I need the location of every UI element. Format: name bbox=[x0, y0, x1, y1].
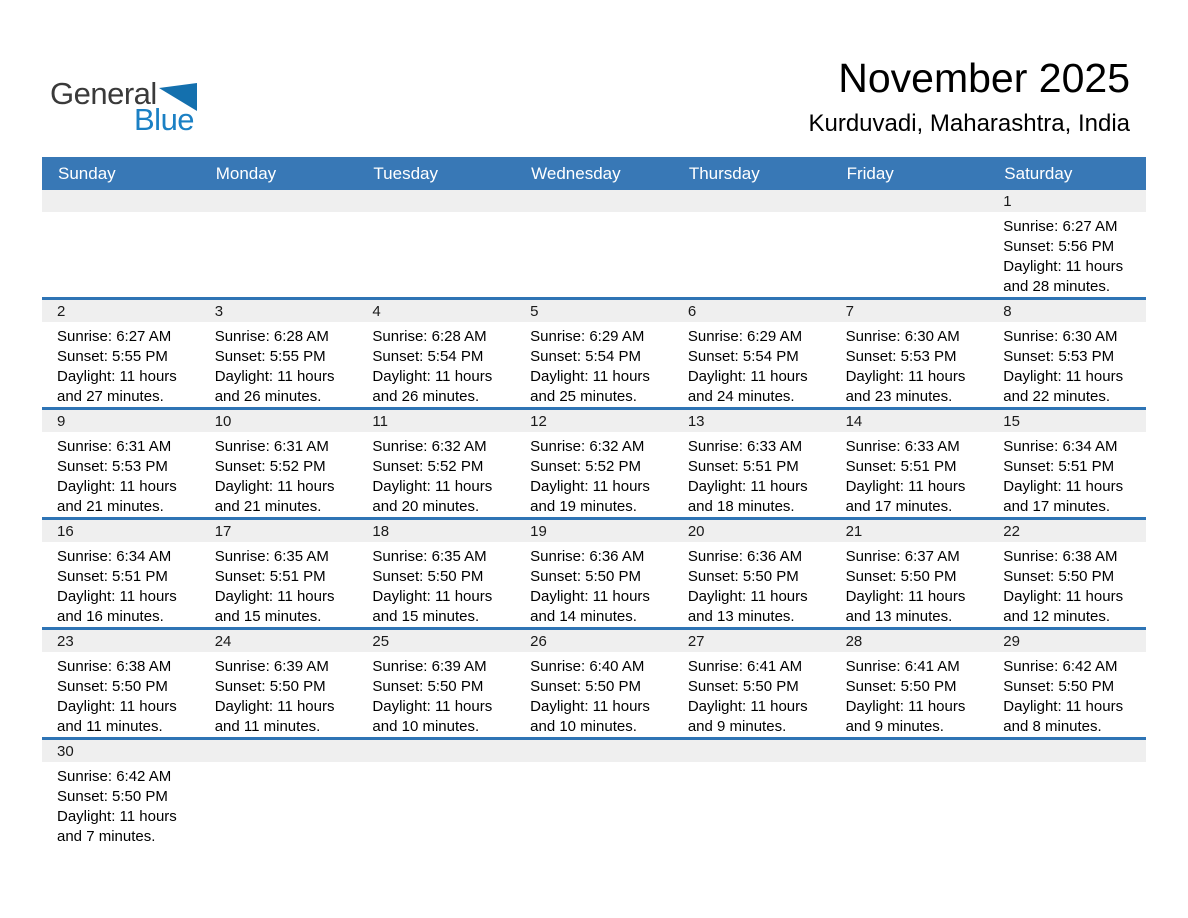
daylight-line: Daylight: 11 hours bbox=[214, 368, 335, 385]
day-number: 11 bbox=[357, 410, 515, 432]
empty-day-cell bbox=[831, 740, 989, 847]
sunset-line: Sunset: 5:50 PM bbox=[687, 678, 799, 695]
day-number: 29 bbox=[988, 630, 1146, 652]
weekday-label: Tuesday bbox=[373, 163, 438, 183]
day-cell bbox=[42, 300, 200, 407]
day-cell bbox=[357, 520, 515, 627]
day-cell bbox=[988, 190, 1146, 297]
daylight-continuation-line: and 26 minutes. bbox=[214, 388, 322, 405]
sunrise-line: Sunrise: 6:28 AM bbox=[372, 328, 487, 345]
day-number bbox=[673, 740, 831, 762]
day-number: 15 bbox=[988, 410, 1146, 432]
day-cell bbox=[831, 410, 989, 517]
day-cell bbox=[42, 410, 200, 517]
day-details bbox=[515, 542, 673, 627]
day-details bbox=[831, 542, 989, 627]
daylight-line: Daylight: 11 hours bbox=[845, 588, 966, 605]
sunrise-line: Sunrise: 6:31 AM bbox=[57, 438, 172, 455]
sunrise-line: Sunrise: 6:28 AM bbox=[214, 328, 329, 345]
day-number: 17 bbox=[200, 520, 358, 542]
day-number: 23 bbox=[42, 630, 200, 652]
day-details bbox=[200, 212, 358, 296]
sunrise-line: Sunrise: 6:35 AM bbox=[214, 548, 329, 565]
daylight-line: Daylight: 11 hours bbox=[687, 588, 808, 605]
calendar-table bbox=[42, 157, 1146, 847]
day-details bbox=[357, 212, 515, 296]
daylight-line: Daylight: 11 hours bbox=[1003, 368, 1124, 385]
sunrise-line: Sunrise: 6:30 AM bbox=[1003, 328, 1118, 345]
sunset-line: Sunset: 5:53 PM bbox=[1003, 348, 1115, 365]
day-details bbox=[357, 652, 515, 737]
day-details bbox=[515, 212, 673, 296]
day-details bbox=[357, 542, 515, 627]
day-details bbox=[200, 652, 358, 737]
day-details bbox=[831, 652, 989, 737]
day-number: 4 bbox=[357, 300, 515, 322]
daylight-line: Daylight: 11 hours bbox=[57, 808, 177, 825]
day-details bbox=[200, 322, 358, 407]
sunrise-line: Sunrise: 6:33 AM bbox=[687, 438, 803, 455]
weekday-label: Wednesday bbox=[531, 163, 621, 183]
daylight-line: Daylight: 11 hours bbox=[214, 588, 335, 605]
day-number: 26 bbox=[515, 630, 673, 652]
day-details bbox=[988, 762, 1146, 846]
day-cell bbox=[200, 300, 358, 407]
day-cell bbox=[515, 300, 673, 407]
day-number: 10 bbox=[200, 410, 358, 432]
day-cell bbox=[831, 520, 989, 627]
day-number: 27 bbox=[673, 630, 831, 652]
day-details bbox=[357, 762, 515, 846]
sunrise-line: Sunrise: 6:40 AM bbox=[530, 658, 645, 675]
day-number bbox=[515, 740, 673, 762]
sunrise-line: Sunrise: 6:35 AM bbox=[372, 548, 487, 565]
sunrise-line: Sunrise: 6:39 AM bbox=[214, 658, 329, 675]
daylight-line: Daylight: 11 hours bbox=[57, 698, 177, 715]
daylight-line: Daylight: 11 hours bbox=[57, 588, 177, 605]
empty-day-cell bbox=[42, 190, 200, 297]
day-number: 16 bbox=[42, 520, 200, 542]
day-number: 30 bbox=[42, 740, 200, 762]
daylight-continuation-line: and 15 minutes. bbox=[214, 608, 322, 625]
day-cell bbox=[200, 630, 358, 737]
daylight-continuation-line: and 11 minutes. bbox=[214, 718, 321, 735]
sunset-line: Sunset: 5:53 PM bbox=[57, 458, 168, 475]
daylight-line: Daylight: 11 hours bbox=[530, 588, 650, 605]
day-details bbox=[988, 542, 1146, 627]
sunrise-line: Sunrise: 6:36 AM bbox=[687, 548, 803, 565]
day-details bbox=[673, 432, 831, 517]
week-row bbox=[42, 630, 1146, 740]
daylight-line: Daylight: 11 hours bbox=[845, 478, 966, 495]
daylight-line: Daylight: 11 hours bbox=[1003, 698, 1124, 715]
empty-day-cell bbox=[357, 190, 515, 297]
day-number: 18 bbox=[357, 520, 515, 542]
sunset-line: Sunset: 5:55 PM bbox=[57, 348, 168, 365]
day-cell bbox=[42, 740, 200, 847]
sunrise-line: Sunrise: 6:42 AM bbox=[1003, 658, 1118, 675]
daylight-continuation-line: and 15 minutes. bbox=[372, 608, 480, 625]
day-details bbox=[515, 432, 673, 517]
daylight-line: Daylight: 11 hours bbox=[687, 478, 808, 495]
sunset-line: Sunset: 5:52 PM bbox=[372, 458, 484, 475]
day-cell bbox=[357, 630, 515, 737]
day-number bbox=[357, 190, 515, 212]
day-details bbox=[831, 762, 989, 846]
daylight-continuation-line: and 26 minutes. bbox=[372, 388, 480, 405]
sunset-line: Sunset: 5:54 PM bbox=[372, 348, 484, 365]
empty-day-cell bbox=[200, 740, 358, 847]
daylight-continuation-line: and 9 minutes. bbox=[845, 718, 944, 735]
daylight-line: Daylight: 11 hours bbox=[530, 368, 650, 385]
sunrise-line: Sunrise: 6:41 AM bbox=[687, 658, 803, 675]
daylight-line: Daylight: 11 hours bbox=[530, 698, 650, 715]
daylight-continuation-line: and 21 minutes. bbox=[57, 498, 164, 515]
daylight-continuation-line: and 27 minutes. bbox=[57, 388, 164, 405]
day-number bbox=[988, 740, 1146, 762]
day-details bbox=[42, 212, 200, 296]
daylight-continuation-line: and 17 minutes. bbox=[845, 498, 953, 515]
day-number: 19 bbox=[515, 520, 673, 542]
daylight-continuation-line: and 14 minutes. bbox=[530, 608, 637, 625]
daylight-continuation-line: and 21 minutes. bbox=[214, 498, 322, 515]
day-details bbox=[357, 322, 515, 407]
week-row bbox=[42, 410, 1146, 520]
day-details bbox=[357, 432, 515, 517]
day-number: 6 bbox=[673, 300, 831, 322]
sunset-line: Sunset: 5:50 PM bbox=[1003, 678, 1115, 695]
sunrise-line: Sunrise: 6:27 AM bbox=[57, 328, 172, 345]
day-number: 21 bbox=[831, 520, 989, 542]
empty-day-cell bbox=[988, 740, 1146, 847]
daylight-line: Daylight: 11 hours bbox=[57, 368, 177, 385]
daylight-continuation-line: and 10 minutes. bbox=[372, 718, 480, 735]
sunset-line: Sunset: 5:54 PM bbox=[530, 348, 642, 365]
day-number bbox=[200, 190, 358, 212]
weekday-label: Sunday bbox=[58, 163, 116, 183]
day-details bbox=[515, 762, 673, 846]
day-details bbox=[515, 652, 673, 737]
day-details bbox=[200, 432, 358, 517]
daylight-continuation-line: and 7 minutes. bbox=[57, 828, 156, 845]
sunset-line: Sunset: 5:51 PM bbox=[845, 458, 957, 475]
sunrise-line: Sunrise: 6:32 AM bbox=[372, 438, 487, 455]
sunset-line: Sunset: 5:51 PM bbox=[57, 568, 168, 585]
sunrise-line: Sunrise: 6:29 AM bbox=[687, 328, 803, 345]
week-row bbox=[42, 300, 1146, 410]
week-row bbox=[42, 740, 1146, 847]
day-number: 7 bbox=[831, 300, 989, 322]
daylight-continuation-line: and 12 minutes. bbox=[1003, 608, 1111, 625]
day-cell bbox=[673, 410, 831, 517]
sunset-line: Sunset: 5:51 PM bbox=[687, 458, 799, 475]
day-details bbox=[515, 322, 673, 407]
day-cell bbox=[515, 410, 673, 517]
sunset-line: Sunset: 5:55 PM bbox=[214, 348, 326, 365]
day-cell bbox=[200, 520, 358, 627]
day-number: 13 bbox=[673, 410, 831, 432]
sunrise-line: Sunrise: 6:29 AM bbox=[530, 328, 645, 345]
weekday-label: Monday bbox=[215, 163, 277, 183]
daylight-continuation-line: and 13 minutes. bbox=[845, 608, 953, 625]
day-cell bbox=[515, 630, 673, 737]
day-details bbox=[42, 322, 200, 407]
sunset-line: Sunset: 5:51 PM bbox=[214, 568, 326, 585]
day-details bbox=[42, 762, 200, 847]
sunrise-line: Sunrise: 6:34 AM bbox=[1003, 438, 1118, 455]
day-cell bbox=[42, 630, 200, 737]
daylight-continuation-line: and 17 minutes. bbox=[1003, 498, 1111, 515]
daylight-line: Daylight: 11 hours bbox=[57, 478, 177, 495]
sunrise-line: Sunrise: 6:36 AM bbox=[530, 548, 645, 565]
day-number: 25 bbox=[357, 630, 515, 652]
day-cell bbox=[831, 630, 989, 737]
daylight-continuation-line: and 13 minutes. bbox=[687, 608, 795, 625]
daylight-continuation-line: and 18 minutes. bbox=[687, 498, 795, 515]
empty-day-cell bbox=[673, 740, 831, 847]
day-details bbox=[988, 212, 1146, 297]
day-number: 8 bbox=[988, 300, 1146, 322]
sunrise-line: Sunrise: 6:32 AM bbox=[530, 438, 645, 455]
day-details bbox=[673, 762, 831, 846]
daylight-continuation-line: and 28 minutes. bbox=[1003, 278, 1111, 295]
sunset-line: Sunset: 5:53 PM bbox=[845, 348, 957, 365]
sunset-line: Sunset: 5:50 PM bbox=[57, 678, 168, 695]
empty-day-cell bbox=[515, 190, 673, 297]
daylight-line: Daylight: 11 hours bbox=[687, 368, 808, 385]
daylight-continuation-line: and 23 minutes. bbox=[845, 388, 953, 405]
weekday-label: Saturday bbox=[1004, 163, 1073, 183]
day-details bbox=[831, 212, 989, 296]
calendar-weeks bbox=[42, 190, 1146, 847]
sunset-line: Sunset: 5:50 PM bbox=[372, 678, 484, 695]
sunrise-line: Sunrise: 6:38 AM bbox=[57, 658, 172, 675]
sunset-line: Sunset: 5:50 PM bbox=[57, 788, 168, 805]
daylight-line: Daylight: 11 hours bbox=[372, 368, 493, 385]
sunset-line: Sunset: 5:50 PM bbox=[845, 568, 957, 585]
sunset-line: Sunset: 5:50 PM bbox=[372, 568, 484, 585]
week-row bbox=[42, 190, 1146, 300]
sunrise-line: Sunrise: 6:38 AM bbox=[1003, 548, 1118, 565]
sunset-line: Sunset: 5:52 PM bbox=[530, 458, 642, 475]
day-cell bbox=[988, 300, 1146, 407]
general-blue-logo bbox=[50, 76, 270, 146]
daylight-continuation-line: and 25 minutes. bbox=[530, 388, 637, 405]
sunset-line: Sunset: 5:50 PM bbox=[687, 568, 799, 585]
sunrise-line: Sunrise: 6:31 AM bbox=[214, 438, 329, 455]
day-cell bbox=[988, 520, 1146, 627]
daylight-continuation-line: and 10 minutes. bbox=[530, 718, 637, 735]
weekday-header-row bbox=[42, 157, 1146, 190]
daylight-continuation-line: and 8 minutes. bbox=[1003, 718, 1102, 735]
day-details bbox=[988, 322, 1146, 407]
masthead bbox=[808, 56, 1130, 138]
daylight-line: Daylight: 11 hours bbox=[530, 478, 650, 495]
day-number bbox=[200, 740, 358, 762]
sunrise-line: Sunrise: 6:34 AM bbox=[57, 548, 172, 565]
location-subtitle: Kurduvadi, Maharashtra, India bbox=[808, 110, 1130, 138]
sunrise-line: Sunrise: 6:39 AM bbox=[372, 658, 487, 675]
sunset-line: Sunset: 5:50 PM bbox=[214, 678, 326, 695]
sunrise-line: Sunrise: 6:37 AM bbox=[845, 548, 960, 565]
day-details bbox=[673, 652, 831, 737]
day-number bbox=[515, 190, 673, 212]
day-details bbox=[988, 432, 1146, 517]
daylight-line: Daylight: 11 hours bbox=[214, 698, 335, 715]
daylight-continuation-line: and 19 minutes. bbox=[530, 498, 637, 515]
day-cell bbox=[988, 410, 1146, 517]
day-cell bbox=[515, 520, 673, 627]
daylight-line: Daylight: 11 hours bbox=[1003, 588, 1124, 605]
day-details bbox=[42, 432, 200, 517]
daylight-continuation-line: and 16 minutes. bbox=[57, 608, 164, 625]
daylight-continuation-line: and 9 minutes. bbox=[687, 718, 787, 735]
empty-day-cell bbox=[357, 740, 515, 847]
day-number: 22 bbox=[988, 520, 1146, 542]
empty-day-cell bbox=[200, 190, 358, 297]
daylight-line: Daylight: 11 hours bbox=[1003, 258, 1124, 275]
sunset-line: Sunset: 5:52 PM bbox=[214, 458, 326, 475]
day-details bbox=[200, 762, 358, 846]
day-cell bbox=[357, 410, 515, 517]
day-details bbox=[42, 652, 200, 737]
sunset-line: Sunset: 5:50 PM bbox=[530, 568, 642, 585]
sunset-line: Sunset: 5:51 PM bbox=[1003, 458, 1115, 475]
day-number: 9 bbox=[42, 410, 200, 432]
day-number: 5 bbox=[515, 300, 673, 322]
day-number: 1 bbox=[988, 190, 1146, 212]
day-number: 20 bbox=[673, 520, 831, 542]
day-number bbox=[673, 190, 831, 212]
weekday-label: Thursday bbox=[688, 163, 760, 183]
daylight-continuation-line: and 11 minutes. bbox=[57, 718, 163, 735]
month-title: November 2025 bbox=[838, 55, 1130, 101]
daylight-continuation-line: and 24 minutes. bbox=[687, 388, 795, 405]
day-number bbox=[831, 740, 989, 762]
day-number bbox=[42, 190, 200, 212]
daylight-continuation-line: and 20 minutes. bbox=[372, 498, 480, 515]
day-number: 2 bbox=[42, 300, 200, 322]
sunset-line: Sunset: 5:50 PM bbox=[1003, 568, 1115, 585]
sunset-line: Sunset: 5:56 PM bbox=[1003, 238, 1115, 255]
daylight-line: Daylight: 11 hours bbox=[372, 698, 493, 715]
day-number: 12 bbox=[515, 410, 673, 432]
day-details bbox=[988, 652, 1146, 737]
day-number bbox=[357, 740, 515, 762]
day-details bbox=[831, 322, 989, 407]
empty-day-cell bbox=[515, 740, 673, 847]
day-number bbox=[831, 190, 989, 212]
daylight-line: Daylight: 11 hours bbox=[845, 368, 966, 385]
daylight-line: Daylight: 11 hours bbox=[1003, 478, 1124, 495]
sunrise-line: Sunrise: 6:27 AM bbox=[1003, 218, 1118, 235]
week-row bbox=[42, 520, 1146, 630]
sunrise-line: Sunrise: 6:33 AM bbox=[845, 438, 960, 455]
sunset-line: Sunset: 5:54 PM bbox=[687, 348, 799, 365]
day-cell bbox=[673, 300, 831, 407]
day-cell bbox=[673, 520, 831, 627]
day-cell bbox=[42, 520, 200, 627]
day-details bbox=[831, 432, 989, 517]
sunrise-line: Sunrise: 6:41 AM bbox=[845, 658, 960, 675]
day-number: 28 bbox=[831, 630, 989, 652]
day-cell bbox=[200, 410, 358, 517]
empty-day-cell bbox=[673, 190, 831, 297]
day-details bbox=[200, 542, 358, 627]
day-cell bbox=[831, 300, 989, 407]
day-details bbox=[673, 542, 831, 627]
daylight-line: Daylight: 11 hours bbox=[372, 478, 493, 495]
day-details bbox=[673, 212, 831, 296]
daylight-continuation-line: and 22 minutes. bbox=[1003, 388, 1111, 405]
empty-day-cell bbox=[831, 190, 989, 297]
logo-text-general: General bbox=[50, 76, 157, 111]
day-number: 3 bbox=[200, 300, 358, 322]
day-cell bbox=[988, 630, 1146, 737]
sunrise-line: Sunrise: 6:42 AM bbox=[57, 768, 172, 785]
day-cell bbox=[673, 630, 831, 737]
day-details bbox=[673, 322, 831, 407]
day-number: 14 bbox=[831, 410, 989, 432]
daylight-line: Daylight: 11 hours bbox=[845, 698, 966, 715]
logo-text-blue: Blue bbox=[134, 102, 195, 137]
sunset-line: Sunset: 5:50 PM bbox=[845, 678, 957, 695]
daylight-line: Daylight: 11 hours bbox=[214, 478, 335, 495]
daylight-line: Daylight: 11 hours bbox=[687, 698, 808, 715]
weekday-label: Friday bbox=[846, 163, 894, 183]
daylight-line: Daylight: 11 hours bbox=[372, 588, 493, 605]
sunrise-line: Sunrise: 6:30 AM bbox=[845, 328, 960, 345]
day-cell bbox=[357, 300, 515, 407]
sunset-line: Sunset: 5:50 PM bbox=[530, 678, 642, 695]
day-number: 24 bbox=[200, 630, 358, 652]
day-details bbox=[42, 542, 200, 627]
